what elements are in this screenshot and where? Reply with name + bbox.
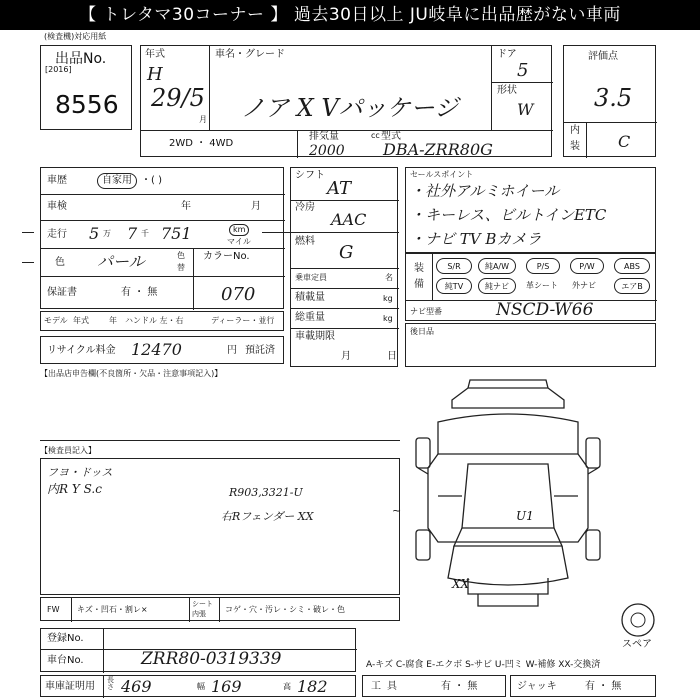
inspector-note-2: 内R Y S.c (47, 482, 102, 496)
diagram-mark-u1: U1 (516, 509, 534, 523)
drive-type: 2WD ・ 4WD (169, 138, 234, 149)
car-condition-diagram (408, 378, 608, 610)
model-code-value: DBA-ZRR80G (383, 140, 493, 159)
history-rest: ・( ) (141, 175, 162, 186)
recycle-note: 預託済 (245, 345, 275, 356)
inspection-month: 月 (251, 201, 261, 212)
spare-label: スペア (622, 639, 652, 650)
capacity-label: 乗車定員 (295, 273, 327, 282)
mileage-unit-km: km (229, 224, 249, 236)
equip-power-window: P/W (570, 258, 604, 274)
tools-box (362, 675, 506, 697)
interior-label-1: 内 (570, 125, 580, 136)
mileage-man: 万 (103, 229, 111, 238)
period-day: 日 (387, 351, 397, 362)
interior-value: C (618, 132, 631, 151)
equip-genuine-aw: 純A/W (478, 258, 516, 274)
mileage-value-rest: 751 (161, 224, 192, 243)
lot-box (40, 45, 132, 130)
mileage-value-prefix: 5 (89, 224, 100, 243)
fuel-value: G (339, 242, 354, 263)
warranty-label: 保証書 (47, 287, 77, 298)
equip-abs: ABS (614, 258, 650, 274)
sales-point-2: ・キーレス、ビルトインETC (410, 206, 607, 224)
spec-box (290, 167, 398, 367)
inspector-note-1: フヨ・ドッス (47, 466, 113, 479)
registration-box (40, 628, 356, 672)
doors-label: ドア (497, 49, 517, 60)
equip-leather-seat: 革シート (526, 281, 558, 290)
load-unit: kg (383, 294, 393, 303)
color-change-2: 替 (177, 263, 185, 272)
period-label: 車載期限 (295, 331, 335, 342)
registration-label: 登録No. (47, 633, 84, 644)
remarks-label: 【出品店申告欄(不良箇所・欠品・注意事項記入)】 (40, 369, 223, 378)
inspector-label: 【検査員記入】 (40, 446, 96, 455)
cert-width-label: 幅 (197, 682, 205, 691)
sales-points-label: セールスポイント (410, 170, 474, 179)
tools-value: 有 ・ 無 (441, 681, 478, 692)
recycle-unit: 円 (227, 345, 237, 356)
inspection-label: 車検 (47, 201, 67, 212)
displacement-label: 排気量 (309, 131, 339, 142)
equip-genuine-tv: 純TV (436, 278, 472, 294)
mileage-sen: 千 (141, 229, 149, 238)
mileage-unit-mile: マイル (227, 237, 251, 246)
year-value: 29/5 (151, 84, 205, 112)
capacity-unit: 名 (385, 273, 393, 282)
after-items-box (405, 323, 656, 367)
spare-tire-icon (618, 600, 658, 640)
inspection-year: 年 (181, 201, 191, 212)
color-value: パール (97, 252, 145, 271)
diagram-left-note: ~ (392, 504, 402, 517)
lot-number: 8556 (55, 90, 119, 119)
small-row-handle: ハンドル 左・右 (125, 316, 184, 325)
cert-height-value: 182 (297, 677, 328, 696)
score-label: 評価点 (588, 51, 618, 62)
shape-label: 形状 (497, 85, 517, 96)
small-row-year-unit: 年 (109, 316, 117, 325)
doors-value: 5 (517, 60, 529, 81)
color-change-1: 色 (177, 251, 185, 260)
equip-genuine-navi: 純ナビ (478, 278, 516, 294)
recycle-value: 12470 (131, 340, 182, 359)
inspector-note-4: 右Rフェンダー XX (221, 510, 314, 523)
score-box (563, 45, 656, 157)
lot-year-tag: [2016] (45, 65, 72, 74)
equip-airbag: エアB (614, 278, 650, 294)
sales-point-1: ・社外アルミホイール (410, 182, 560, 200)
inspector-note-3: R903,3321-U (229, 486, 303, 499)
model-value: ノア X Vパッケージ (241, 94, 459, 122)
warranty-value: 有 ・ 無 (121, 287, 158, 298)
equipment-label-2: 備 (414, 279, 424, 290)
shift-value: AT (327, 178, 352, 199)
cert-length-value: 469 (121, 677, 152, 696)
equipment-label-1: 装 (414, 263, 424, 274)
fw-seat-label: シート (192, 600, 213, 608)
year-label: 年式 (145, 49, 165, 60)
history-label: 車歴 (47, 175, 67, 186)
shift-label: シフト (295, 170, 325, 181)
color-code-value: 070 (221, 284, 256, 305)
equip-sunroof: S/R (436, 258, 472, 274)
damage-legend: A-キズ C-腐食 E-エクボ S-サビ U-凹ミ W-補修 XX-交換済 (366, 660, 601, 670)
displacement-unit: cc (371, 131, 380, 140)
fw-damage-text: キズ・凹石・割レ× (77, 605, 148, 614)
jack-label: ジャッキ (517, 681, 557, 692)
cert-height-label: 高 (283, 682, 291, 691)
model-label: 車名・グレード (215, 49, 285, 60)
period-month: 月 (341, 351, 351, 362)
fw-lining-label: 内張 (192, 610, 206, 618)
garage-cert-row (40, 675, 356, 697)
after-items-label: 後日品 (410, 327, 434, 336)
model-code-label: 型式 (381, 131, 401, 142)
equip-power-steering: P/S (526, 258, 560, 274)
recycle-row (40, 336, 284, 364)
details-box (40, 167, 284, 309)
auction-banner: 【 トレタマ30コーナー 】 過去30日以上 JU岐阜に出品歴がない車両 (0, 0, 700, 30)
recycle-label: リサイクル料金 (47, 345, 116, 356)
sales-point-3: ・ナビ TV Bカメラ (410, 230, 542, 248)
small-row-dealer: ディーラー・並行 (211, 316, 275, 325)
color-label: 色 (55, 257, 65, 268)
fw-interior-text: コゲ・穴・汚レ・シミ・破レ・色 (225, 605, 345, 614)
small-row-model: モデル (44, 316, 68, 325)
interior-label-2: 装 (570, 141, 580, 152)
navi-model-value: NSCD-W66 (496, 300, 594, 320)
small-row-year: 年式 (73, 316, 89, 325)
displacement-value: 2000 (309, 143, 345, 159)
cert-width-value: 169 (211, 677, 242, 696)
jack-value: 有 ・ 無 (585, 681, 622, 692)
navi-model-label: ナビ型番 (410, 307, 442, 316)
tools-label: 工具 (371, 681, 403, 692)
jack-box (510, 675, 656, 697)
cooler-value: AAC (331, 210, 367, 229)
equip-aftermarket-navi: 外ナビ (572, 281, 596, 290)
shape-value: W (517, 100, 534, 119)
garage-cert-label: 車庫証明用 (45, 681, 95, 692)
subheader: (検査機)対応用紙 (44, 32, 107, 41)
mileage-label: 走行 (47, 229, 67, 240)
mileage-value-mid: 7 (127, 224, 138, 243)
history-value: 自家用 (97, 173, 137, 189)
vehicle-info-box (140, 45, 552, 157)
load-label: 積載量 (295, 292, 325, 303)
chassis-value: ZRR80-0319339 (141, 649, 282, 669)
diagram-mark-xx: XX (452, 577, 470, 591)
fw-row (40, 597, 400, 621)
lot-label: 出品No. (55, 51, 107, 67)
weight-label: 総重量 (295, 312, 325, 323)
score-value: 3.5 (594, 84, 633, 112)
year-era: H (147, 64, 163, 85)
sales-points-box (405, 167, 656, 253)
model-origin-row (40, 311, 284, 331)
cert-length-label: 長さ (107, 676, 114, 691)
weight-unit: kg (383, 314, 393, 323)
year-month-suffix: 月 (199, 115, 207, 124)
fuel-label: 燃料 (295, 236, 315, 247)
chassis-label: 車台No. (47, 655, 84, 666)
color-code-label: カラーNo. (203, 251, 250, 262)
inspector-box (40, 458, 400, 595)
fw-label: FW (47, 605, 60, 614)
cooler-label: 冷房 (295, 202, 315, 213)
